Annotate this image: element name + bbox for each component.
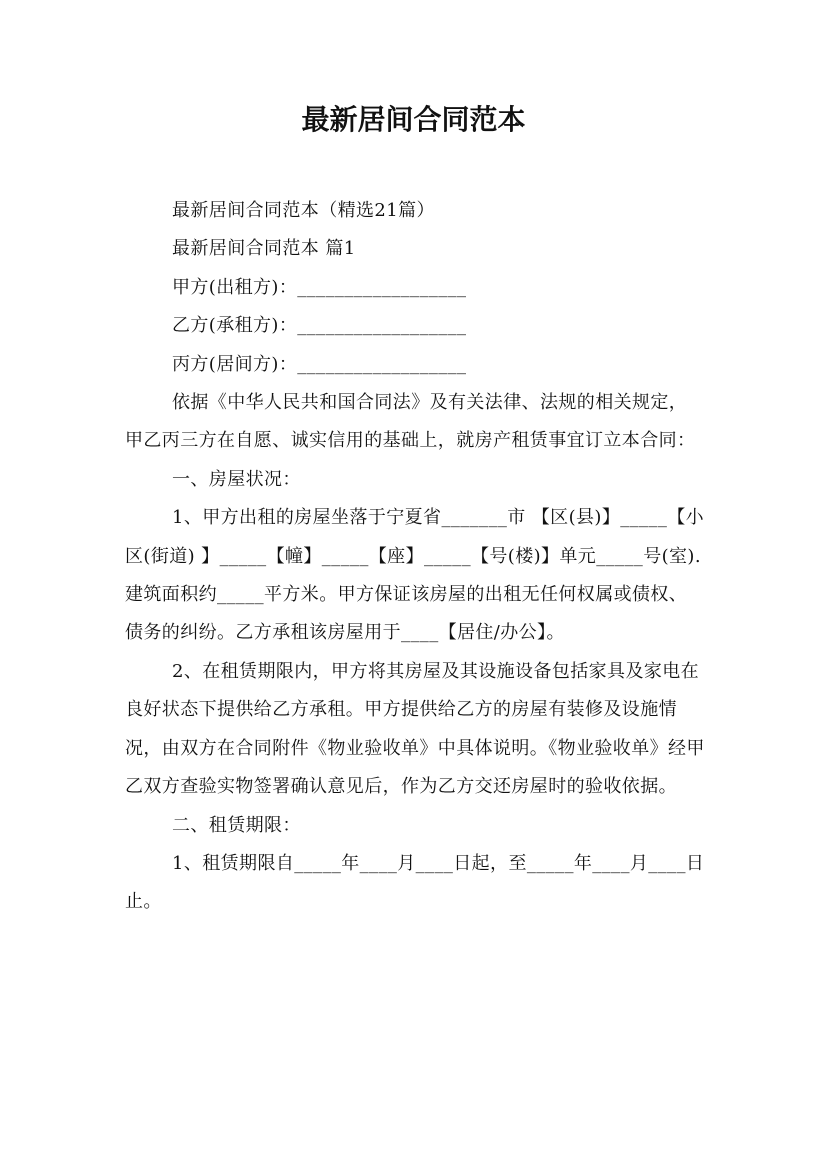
preamble-paragraph: 依据《中华人民共和国合同法》及有关法律、法规的相关规定，甲乙丙三方在自愿、诚实信用的基础上，就房产租赁事宜订立本合同：: [125, 392, 696, 452]
party-b-line: 乙方(承租方)：__________________: [172, 315, 467, 337]
clause-heading-property: 一、房屋状况：: [172, 468, 301, 490]
section-heading: 最新居间合同范本 篇1: [172, 238, 356, 260]
document-title: 最新居间合同范本: [301, 103, 526, 136]
party-c-line: 丙方(居间方)：__________________: [172, 353, 467, 375]
party-a-line: 甲方(出租方)：__________________: [172, 276, 467, 298]
clause-heading-term: 二、租赁期限：: [172, 814, 301, 836]
clause-term-dates: 1、租赁期限自_____年____月____日起，至_____年____月____日止。: [125, 852, 705, 913]
clause-property-location: 1、甲方出租的房屋坐落于宁夏省_______市 【区(县)】_____【小区(街道) 】_____【幢】_____【座】_____【号(楼)】单元_____号(室).建筑面积约_____平方米。甲方保证该房屋的出租无任何权属或债权、债务的纠纷。乙方承租该房屋用于____【居住/办公】。: [125, 507, 705, 644]
document-body: [125, 192, 705, 922]
subtitle-line: 最新居间合同范本（精选21篇）: [172, 200, 435, 221]
clause-property-condition: 2、在租赁期限内，甲方将其房屋及其设施设备包括家具及家电在良好状态下提供给乙方承租。甲方提供给乙方的房屋有装修及设施情况，由双方在合同附件《物业验收单》中具体说明。《物业验收单》经甲乙双方查验实物签署确认意见后，作为乙方交还房屋时的验收依据。: [125, 660, 705, 798]
